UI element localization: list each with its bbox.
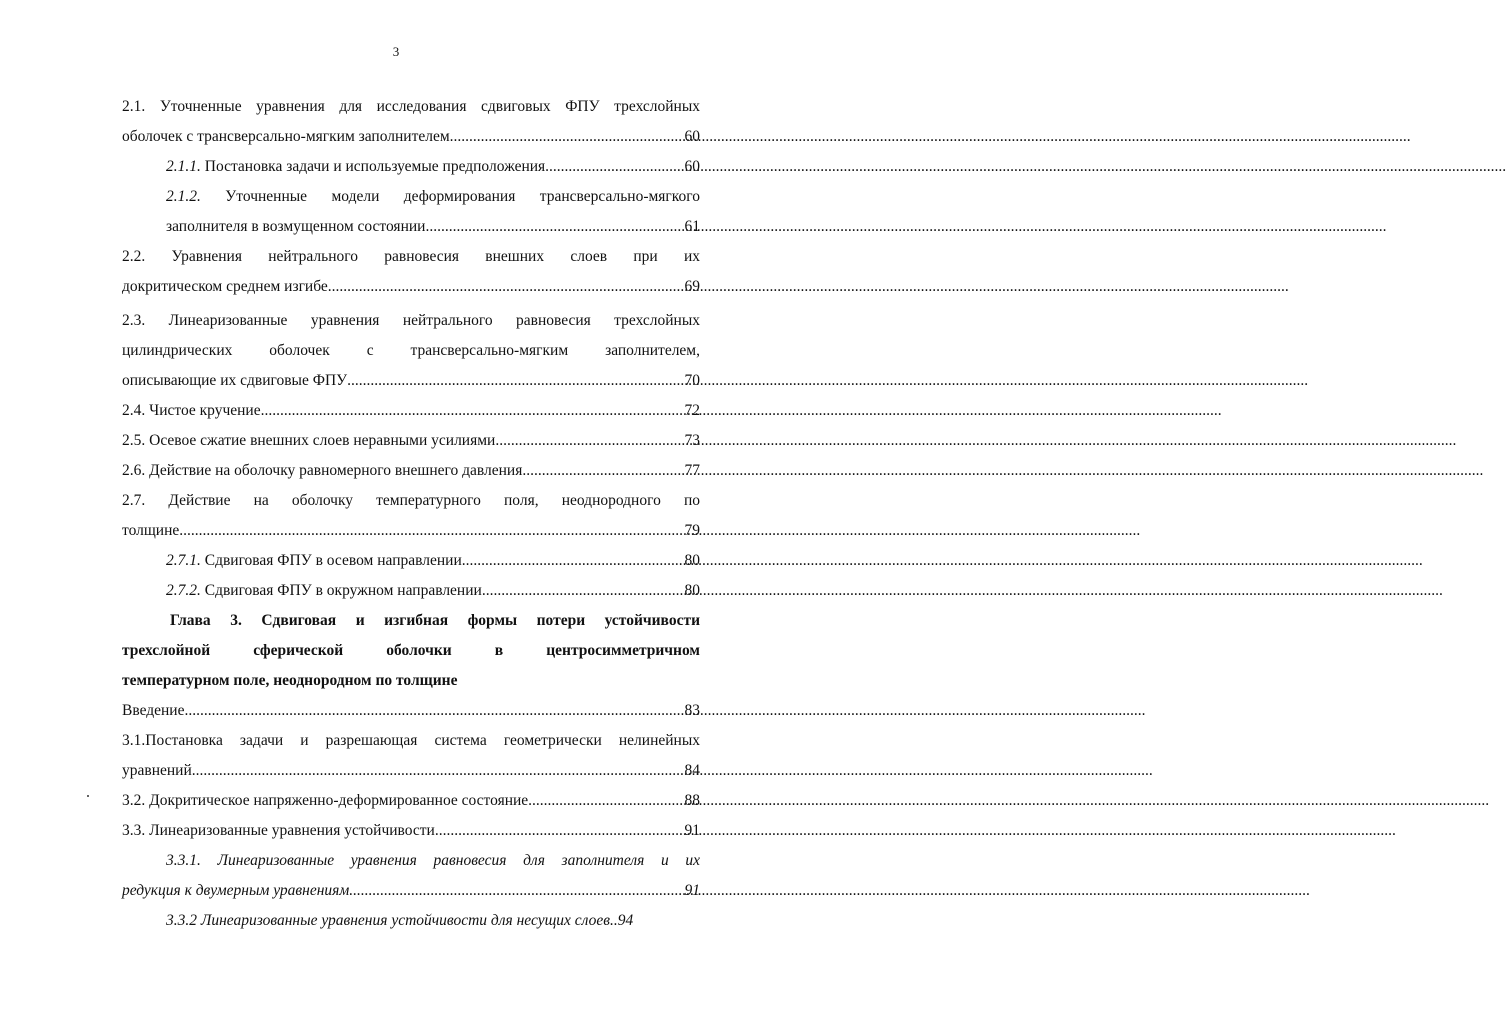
page-number: 3 [392, 44, 400, 59]
toc-page-number: 80 [684, 552, 700, 569]
toc-page-number: 79 [684, 522, 700, 539]
toc-entry-2-2-line2 [122, 272, 700, 302]
dot-leader [347, 366, 684, 396]
toc-entry-title: уравнений [122, 762, 192, 779]
toc-entry-2-4 [122, 396, 700, 426]
toc-entry-3-2 [122, 786, 700, 816]
dot-leader [462, 546, 685, 576]
toc-entry-2-1-line1: 2.1. Уточненные уравнения для исследования сдвиговых ФПУ трехслойных [122, 98, 700, 115]
toc-entry-3-3-1-line2 [122, 876, 700, 906]
toc-entry-2-1-2-line1 [122, 182, 700, 212]
scan-speck [87, 795, 89, 797]
toc-entry-title: толщине [122, 522, 180, 539]
table-of-contents [122, 92, 700, 936]
toc-entry-number: 2.7.2. [166, 582, 201, 599]
toc-entry-3-3 [122, 816, 700, 846]
dot-leader [425, 212, 684, 242]
toc-entry-title: заполнителя в возмущенном состоянии [166, 218, 426, 235]
toc-entry-2-1-line2 [122, 122, 700, 152]
dot-leader [184, 696, 684, 726]
dot-leader [328, 272, 685, 302]
toc-entry-introduction [122, 696, 700, 726]
dot-leader [495, 426, 684, 456]
toc-entry-title: 2.5. Осевое сжатие внешних слоев неравными усилиями [122, 432, 496, 449]
toc-entry-3-1-line2 [122, 756, 700, 786]
toc-page-number: 73 [684, 432, 700, 449]
toc-entry-3-3-1-line1: 3.3.1. Линеаризованные уравнения равновесия для заполнителя и их [166, 852, 700, 869]
toc-page-number: 60 [684, 128, 700, 145]
toc-page-number: 88 [684, 792, 700, 809]
dot-leader [435, 816, 685, 846]
toc-entry-title: Постановка задачи и используемые предположения [204, 158, 546, 175]
toc-entry-title: оболочек с трансверсально-мягким заполнителем [122, 128, 450, 145]
toc-page-number: 94 [617, 912, 634, 929]
toc-entry-3-1-line1: 3.1.Постановка задачи и разрешающая система геометрически нелинейных [122, 732, 700, 749]
dot-leader: .. [609, 912, 618, 929]
toc-page-number: 72 [684, 402, 700, 419]
dot-leader [482, 576, 685, 606]
toc-entry-title: 3.3. Линеаризованные уравнения устойчивости [122, 822, 435, 839]
toc-entry-2-7-line2 [122, 516, 700, 546]
toc-entry-2-7-2 [122, 576, 700, 606]
chapter-3-title-line2: трехслойной сферической оболочки в центросимметричном [122, 642, 700, 659]
dot-leader [450, 122, 685, 152]
toc-entry-title: Уточненные модели деформирования трансверсально-мягкого [225, 188, 701, 205]
toc-entry-title: 2.4. Чистое кручение [122, 402, 261, 419]
toc-page-number: 61 [684, 218, 700, 235]
toc-entry-number: 2.1.2. [166, 188, 201, 205]
toc-entry-2-7-line1: 2.7. Действие на оболочку температурного поля, неоднородного по [122, 492, 700, 509]
toc-page-number: 69 [684, 278, 700, 295]
toc-page-number: 60 [684, 158, 700, 175]
dot-leader [179, 516, 684, 546]
toc-entry-title: Введение [122, 702, 185, 719]
toc-page-number: 80 [684, 582, 700, 599]
dot-leader [261, 396, 685, 426]
toc-entry-2-3-line3 [122, 366, 700, 396]
toc-entry-2-6 [122, 456, 700, 486]
toc-entry-2-7-1 [122, 546, 700, 576]
toc-page-number: 84 [684, 762, 700, 779]
toc-page-number: 70 [684, 372, 700, 389]
dot-leader [528, 786, 684, 816]
toc-entry-title: описывающие их сдвиговые ФПУ [122, 372, 348, 389]
dot-leader [349, 876, 684, 906]
toc-entry-number: 2.1.1. [166, 158, 201, 175]
toc-entry-title: докритическом среднем изгибе [122, 278, 328, 295]
toc-entry-2-1-2-line2 [122, 212, 700, 242]
toc-entry-title: редукция к двумерным уравнениям [122, 882, 350, 899]
toc-entry-2-1-1 [122, 152, 700, 182]
toc-entry-2-3-line2: цилиндрических оболочек с трансверсально-мягким заполнителем, [122, 342, 700, 359]
dot-leader [192, 756, 685, 786]
toc-entry-title: 3.3.2 Линеаризованные уравнения устойчивости для несущих слоев [166, 912, 610, 929]
dot-leader [522, 456, 684, 486]
toc-entry-2-3-line1: 2.3. Линеаризованные уравнения нейтрального равновесия трехслойных [122, 312, 700, 329]
toc-entry-title: 3.2. Докритическое напряженно-деформированное состояние [122, 792, 529, 809]
toc-page-number: 91 [684, 882, 700, 899]
chapter-3-title-line1: Глава 3. Сдвиговая и изгибная формы потери устойчивости [170, 612, 700, 629]
toc-entry-2-5 [122, 426, 700, 456]
toc-entry-title: Сдвиговая ФПУ в осевом направлении [204, 552, 462, 569]
toc-page-number: 83 [684, 702, 700, 719]
toc-entry-title: 2.6. Действие на оболочку равномерного внешнего давления [122, 462, 523, 479]
toc-page-number: 77 [684, 462, 700, 479]
toc-entry-2-2-line1: 2.2. Уравнения нейтрального равновесия внешних слоев при их [122, 248, 700, 265]
toc-entry-number: 2.7.1. [166, 552, 201, 569]
chapter-3-title-line3: температурном поле, неоднородном по толщине [122, 672, 458, 689]
toc-page-number: 91 [684, 822, 700, 839]
toc-entry-3-3-2 [122, 906, 700, 936]
toc-entry-title: Сдвиговая ФПУ в окружном направлении [204, 582, 482, 599]
dot-leader [545, 152, 684, 182]
